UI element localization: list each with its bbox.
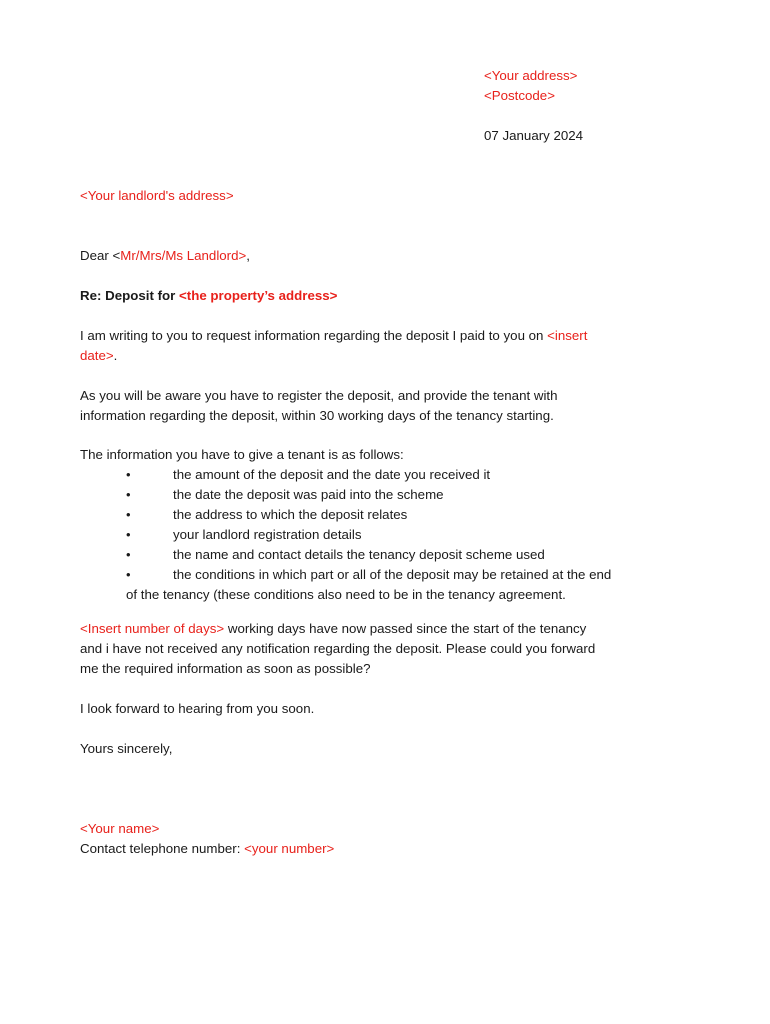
paragraph2-line1: As you will be aware you have to register the deposit, and provide the tenant with bbox=[80, 388, 558, 403]
salutation-prefix: Dear < bbox=[80, 248, 121, 263]
sender-address-placeholder: <Your address> bbox=[484, 68, 578, 83]
list-bullet: • bbox=[126, 527, 131, 542]
insert-date-placeholder-start: <insert bbox=[547, 328, 588, 343]
subject-prefix: Re: Deposit for bbox=[80, 288, 179, 303]
letter-date: 07 January 2024 bbox=[484, 128, 584, 143]
list-item-continuation: of the tenancy (these conditions also need to be in the tenancy agreement. bbox=[126, 587, 566, 602]
list-item: the address to which the deposit relates bbox=[173, 507, 408, 522]
salutation-suffix: , bbox=[246, 248, 250, 263]
list-item: the date the deposit was paid into the scheme bbox=[173, 487, 444, 502]
list-bullet: • bbox=[126, 567, 131, 582]
salutation bbox=[80, 246, 250, 266]
list-bullet: • bbox=[126, 507, 131, 522]
paragraph1-line2 bbox=[80, 346, 117, 366]
info-list-intro: The information you have to give a tenant is as follows: bbox=[80, 447, 404, 462]
paragraph1-text: I am writing to you to request information regarding the deposit I paid to you on bbox=[80, 328, 548, 343]
number-of-days-placeholder: <Insert number of days> bbox=[80, 621, 225, 636]
paragraph3-line1-text: working days have now passed since the start of the tenancy bbox=[224, 621, 587, 636]
list-item: the amount of the deposit and the date you received it bbox=[173, 467, 491, 482]
list-bullet: • bbox=[126, 487, 131, 502]
sender-postcode-placeholder: <Postcode> bbox=[484, 88, 555, 103]
your-name-placeholder: <Your name> bbox=[80, 821, 160, 836]
list-bullet: • bbox=[126, 547, 131, 562]
property-address-placeholder: <the property’s address> bbox=[179, 288, 338, 303]
phone-number-placeholder: <your number> bbox=[244, 841, 335, 856]
paragraph3-line2: and i have not received any notification regarding the deposit. Please could you forward bbox=[80, 641, 596, 656]
list-item: the name and contact details the tenancy deposit scheme used bbox=[173, 547, 545, 562]
list-bullet: • bbox=[126, 467, 131, 482]
closing-line: I look forward to hearing from you soon. bbox=[80, 701, 315, 716]
list-item: the conditions in which part or all of the deposit may be retained at the end bbox=[173, 567, 612, 582]
paragraph2-line2: information regarding the deposit, within 30 working days of the tenancy starting. bbox=[80, 408, 554, 423]
paragraph1-period: . bbox=[113, 348, 118, 363]
list-item: your landlord registration details bbox=[173, 527, 362, 542]
contact-telephone-line bbox=[80, 839, 334, 859]
paragraph3-line1 bbox=[80, 619, 586, 639]
paragraph1-line1 bbox=[80, 326, 587, 346]
sign-off: Yours sincerely, bbox=[80, 741, 173, 756]
subject-line bbox=[80, 286, 337, 306]
phone-label: Contact telephone number: bbox=[80, 841, 245, 856]
landlord-address-placeholder: <Your landlord's address> bbox=[80, 188, 234, 203]
paragraph3-line3: me the required information as soon as possible? bbox=[80, 661, 371, 676]
landlord-name-placeholder: Mr/Mrs/Ms Landlord> bbox=[120, 248, 247, 263]
insert-date-placeholder-end: date> bbox=[80, 348, 114, 363]
